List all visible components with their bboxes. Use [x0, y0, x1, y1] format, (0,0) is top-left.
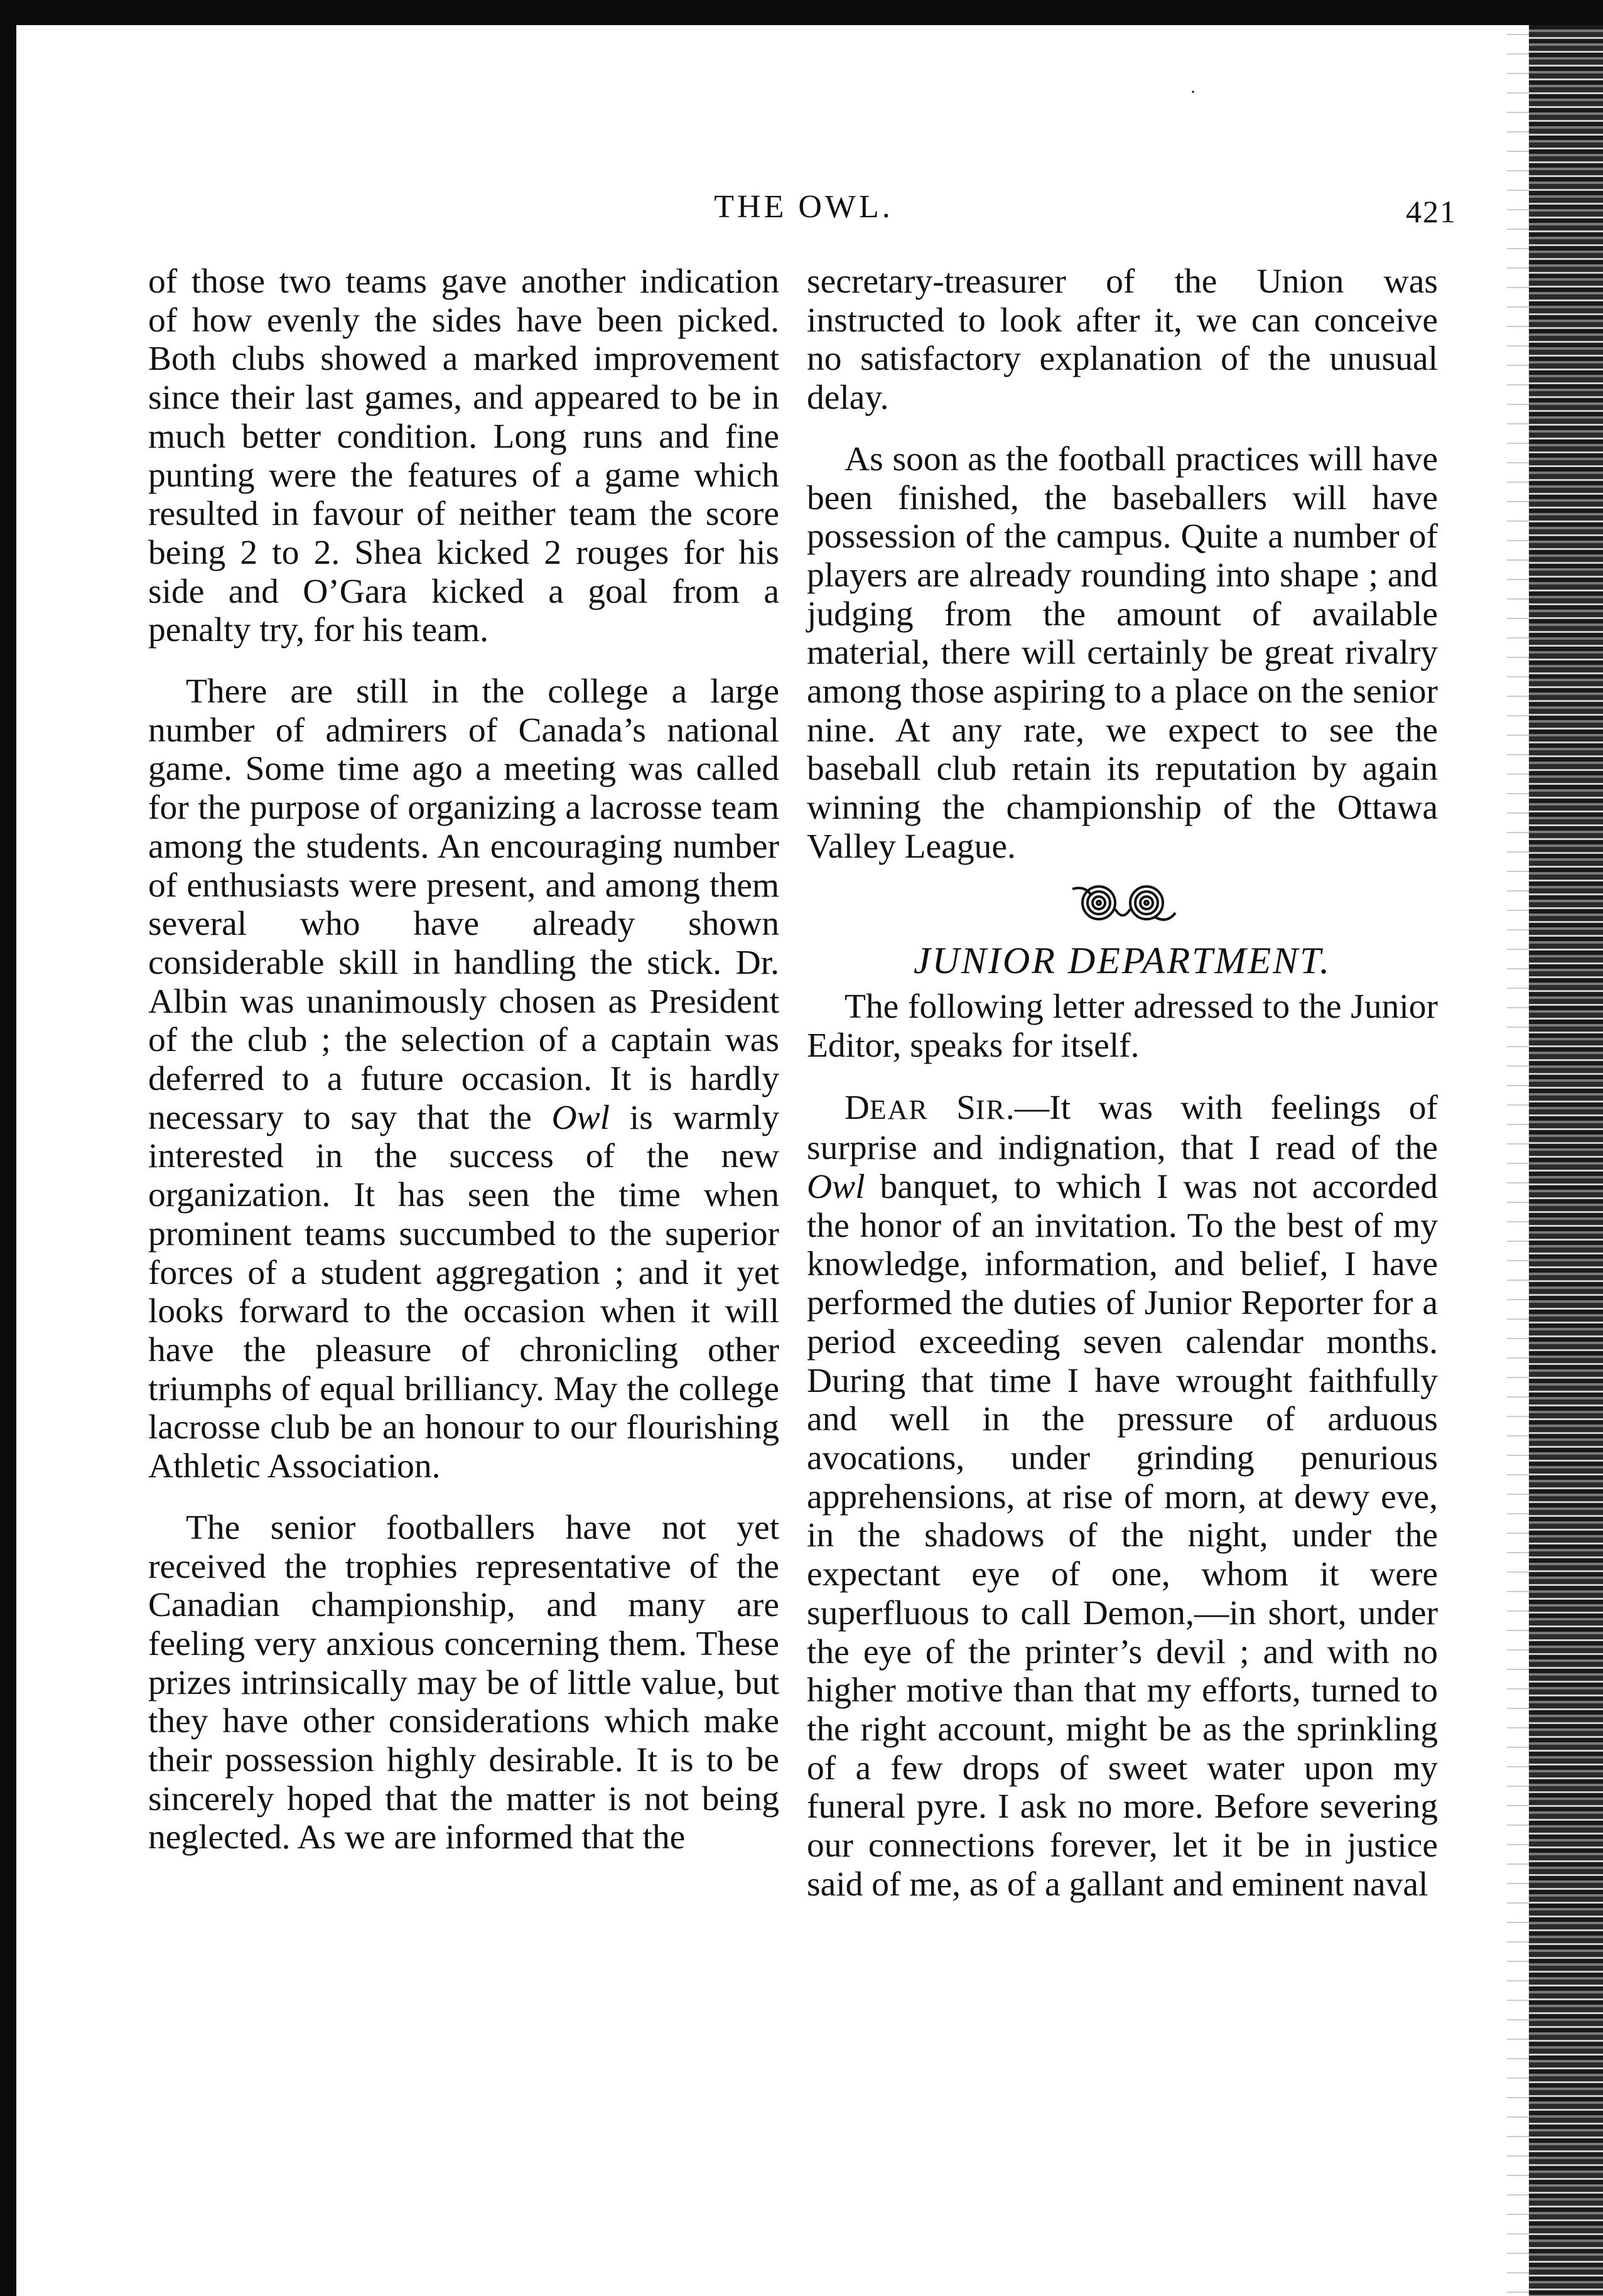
lacrosse-text-start: There are still in the college a large number of admirers of Canada’s national game. Some time ago a meeting was called for the purpose of organizing a lacrosse team among the students. An encouraging number of enthusiasts were present, and among them several who have already shown considerable skill in handling the stick. Dr. Albin was unanimously chosen as President of the club ; the selection of a captain was deferred to a future occasion. It is hardly necessary to say that the — [148, 672, 779, 1137]
paragraph-letter — [807, 1088, 1438, 1904]
paragraph-football-game: of those two teams gave another indication of how evenly the sides have been picked. Both clubs showed a marked improvement since their last games, and appeared to be in much better condition. Long runs and fine punting were the features of a game which resulted in favour of neither team the score being 2 to 2. Shea kicked 2 rouges for his side and O’Gara kicked a goal from a penalty try, for his team. — [148, 262, 779, 650]
scan-top-border — [0, 0, 1603, 25]
paragraph-baseball: As soon as the football practices will have been finished, the baseballers will have possession of the campus. Quite a number of players are already rounding into shape ; and judging from the amount of available material, there will certainly be great rivalry among those aspiring to a place on the senior nine. At any rate, we expect to see the baseball club retain its reputation by again winning the championship of the Ottawa Valley League. — [807, 439, 1438, 866]
owl-italic: Owl — [551, 1098, 610, 1137]
dear-initial: D — [845, 1087, 870, 1126]
owl-italic-letter: Owl — [807, 1168, 865, 1207]
dear-rest: EAR — [869, 1094, 929, 1125]
page-number: 421 — [1406, 194, 1457, 229]
swirl-ornament-icon — [1047, 878, 1198, 930]
sir-rest: IR — [975, 1094, 1006, 1125]
scan-right-noise — [1507, 25, 1532, 2296]
paragraph-lacrosse — [148, 672, 779, 1486]
sir-initial: S — [956, 1087, 976, 1126]
scan-left-border — [0, 0, 16, 2296]
scan-speck: · — [1190, 82, 1196, 102]
left-column — [148, 262, 779, 1880]
lacrosse-text-end: is warmly interested in the success of the new organization. It has seen the time when prominent teams succumbed to the superior forces of a student aggregation ; and it yet looks forward to the occasion when it will have the pleasure of chronicling other triumphs of equal brilliancy. May the college lacrosse club be an honour to our flourishing Athletic Association. — [148, 1098, 780, 1486]
letter-text-end: banquet, to which I was not accorded the honor of an invitation. To the best of my knowledge, information, and belief, I have performed the duties of Junior Reporter for a period exceeding seven calendar months. During that time I have wrought faithfully and well in the pressure of arduous avocations, under grinding penurious apprehensions, at rise of morn, at dewy eve, in the shadows of the night, under the expectant eye of one, whom it were superfluous to call Demon,—in short, under the eye of the printer’s devil ; and with no higher motive than that my efforts, turned to the right account, might be as the sprinkling of a few drops of sweet water upon my funeral pyre. I ask no more. Before severing our connections forever, let it be in justice said of me, as of a gallant and eminent naval — [807, 1168, 1438, 1904]
letter-text-start: .—It was with feelings of surprise and indignation, that I read of the — [807, 1088, 1438, 1168]
running-title: THE OWL. — [714, 189, 893, 225]
paragraph-letter-intro: The following letter adressed to the Junior Editor, speaks for itself. — [807, 988, 1438, 1065]
paragraph-union-delay: secretary-treasurer of the Union was instructed to look after it, we can conceive no satisfactory explanation of the unusual delay. — [807, 262, 1438, 418]
paragraph-trophies: The senior footballers have not yet received the trophies representative of the Canadian championship, and many are feeling very anxious concerning them. These prizes intrinsically may be of little value, but they have other considerations which make their possession highly desirable. It is to be sincerely hoped that the matter is not being neglected. As we are informed that the — [148, 1508, 779, 1857]
scan-right-border — [1529, 25, 1603, 2296]
right-column — [807, 262, 1438, 1926]
section-heading-junior-department: JUNIOR DEPARTMENT. — [913, 939, 1332, 981]
